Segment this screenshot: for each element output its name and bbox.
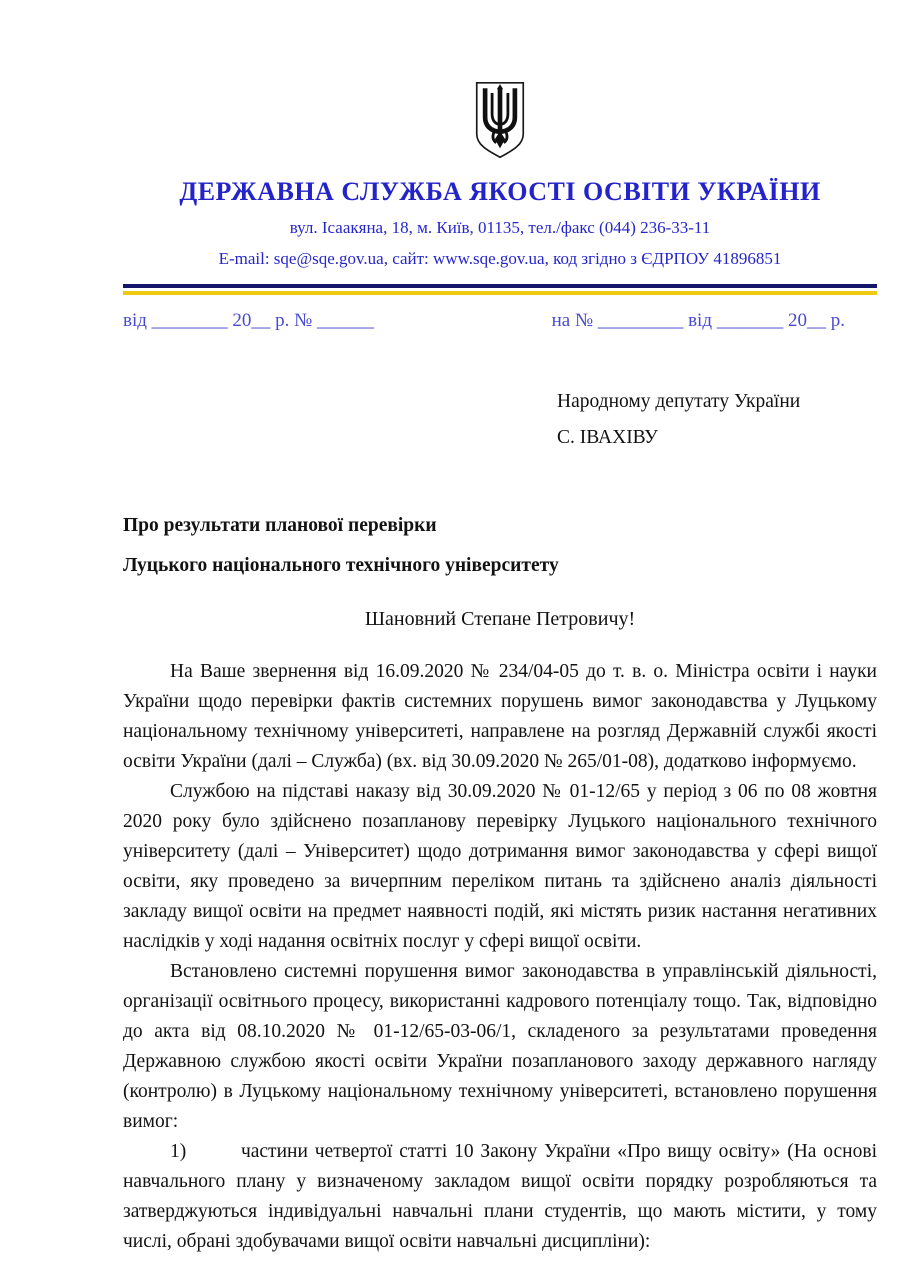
salutation: Шановний Степане Петровичу! [364,608,636,630]
ref-incoming-number: на № _________ від _______ 20__ р. [551,310,845,331]
subject-line-2: Луцького національного технічного університету [123,555,559,576]
addressee-role: Народному депутату України [557,391,801,412]
org-name: ДЕРЖАВНА СЛУЖБА ЯКОСТІ ОСВІТИ УКРАЇНИ [179,177,821,206]
letter-body [123,657,877,1257]
reference-line [123,310,877,332]
addressee-name: С. ІВАХІВУ [557,427,658,448]
body-paragraph-1: На Ваше звернення від 16.09.2020 № 234/04-05 до т. в. о. Міністра освіти і науки України щодо перевірки фактів системних порушень вимог законодавства у Луцькому національному технічному університеті, направлене на розгляд Державній службі якості освіти України (далі – Служба) (вх. від 30.09.2020 № 265/01-08), додатково інформуємо. [123,661,877,772]
ref-outgoing-number: від ________ 20__ р. № ______ [123,310,375,331]
addressee-block [557,384,877,456]
body-paragraph-4: 1) частини четвертої статті 10 Закону України «Про вищу освіту» (На основі навчального плану у визначеному закладом вищої освіти порядку розробляються та затверджуються індивідуальні навчальні плани студентів, що мають містити, у тому числі, обрані здобувачами вищої освіти навчальні дисципліни): [123,1141,877,1252]
divider-navy-line [123,284,877,288]
subject-line-1: Про результати планової перевірки [123,515,437,536]
body-paragraph-3: Встановлено системні порушення вимог законодавства в управлінській діяльності, організації освітнього процесу, використанні кадрового потенціалу тощо. Так, відповідно до акта від 08.10.2020 № 01-12/65-03-06/1, складеного за результатами проведення Державною службою якості освіти України позапланового заходу державного нагляду (контролю) в Луцькому національному технічному університеті, встановлено порушення вимог: [123,961,877,1132]
divider-yellow-line [123,291,877,295]
subject-block [123,506,877,586]
emblem [123,80,877,165]
org-contact-line: E-mail: sqe@sqe.gov.ua, сайт: www.sqe.gov.ua, код згідно з ЄДРПОУ 41896851 [218,249,782,268]
trident-coat-of-arms-icon [472,80,528,160]
org-address-line: вул. Ісаакяна, 18, м. Київ, 01135, тел./факс (044) 236-33-11 [289,218,711,237]
body-paragraph-2: Службою на підставі наказу від 30.09.2020 № 01-12/65 у період з 06 по 08 жовтня 2020 року було здійснено позапланову перевірку Луцького національного технічного університету (далі – Університет) щодо дотримання вимог законодавства у сфері вищої освіти, яку проведено за вичерпним переліком питань та здійснено аналіз діяльності закладу вищої освіти на предмет наявності подій, які містять ризик настання негативних наслідків у ході надання освітніх послуг у сфері вищої освіти. [123,781,877,952]
